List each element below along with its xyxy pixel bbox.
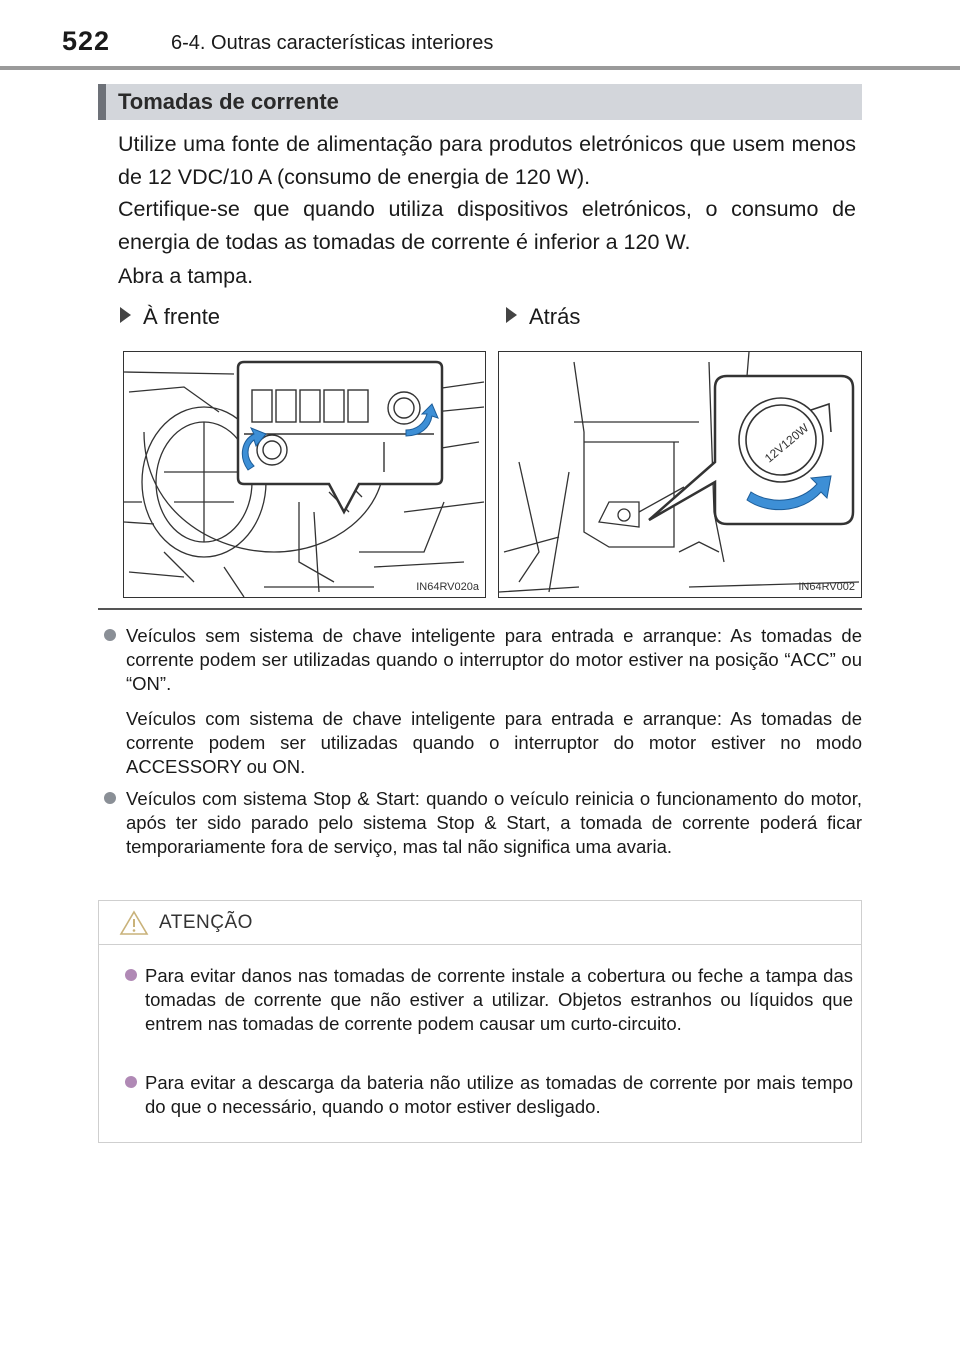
figure-label-front: À frente bbox=[120, 304, 220, 330]
figure-rear bbox=[498, 351, 862, 598]
paragraph-consumption: Certifique-se que quando utiliza dispositivos eletrónicos, o consumo de energia de todas as tomadas de corrente é inferior a 120 W. bbox=[118, 197, 856, 254]
rear-console-illustration bbox=[499, 352, 862, 598]
section-title: Tomadas de corrente bbox=[98, 84, 862, 120]
chapter-title: 6-4. Outras características interiores bbox=[171, 32, 494, 54]
header-divider bbox=[0, 66, 960, 70]
warning-header bbox=[99, 901, 861, 945]
note-item: Veículos com sistema de chave inteligente para entrada e arranque: As tomadas de corrente podem ser utilizadas quando o interruptor do motor estiver no modo ACCESSORY ou ON. bbox=[126, 708, 862, 777]
warning-item: Para evitar danos nas tomadas de corrente instale a cobertura ou feche a tampa das tomadas de corrente que não estiver a utilizar. Objetos estranhos ou líquidos que entrem nas tomadas de corrente podem causar um curto-circuito. bbox=[145, 964, 853, 1036]
paragraph-power-limit: Utilize uma fonte de alimentação para produtos eletrónicos que usem menos de 12 VDC/10 A (consumo de energia de 120 W). bbox=[118, 132, 856, 189]
bullet-icon bbox=[104, 629, 116, 641]
note-item: Veículos sem sistema de chave inteligente para entrada e arranque: As tomadas de corrente podem ser utilizadas quando o interruptor do motor estiver na posição “ACC” ou “ON”. bbox=[126, 624, 862, 696]
figure-front bbox=[123, 351, 486, 598]
triangle-icon bbox=[506, 307, 517, 323]
bullet-icon bbox=[104, 792, 116, 804]
warning-title: ATENÇÃO bbox=[159, 912, 253, 933]
section-divider bbox=[98, 608, 862, 610]
paragraph-open-cover: Abra a tampa. bbox=[118, 264, 254, 288]
note-item: Veículos com sistema Stop & Start: quando o veículo reinicia o funcionamento do motor, após ter sido parado pelo sistema Stop & Start, a tomada de corrente poderá ficar temporariamente fora de serviço, mas tal não significa uma avaria. bbox=[126, 787, 862, 859]
figure-label-rear: Atrás bbox=[506, 304, 580, 330]
triangle-icon bbox=[120, 307, 131, 323]
figure-code-rear: IN64RV002 bbox=[798, 581, 855, 593]
page-number: 522 bbox=[62, 26, 111, 56]
bullet-icon bbox=[125, 969, 137, 981]
warning-item: Para evitar a descarga da bateria não utilize as tomadas de corrente por mais tempo do que o necessário, quando o motor estiver desligado. bbox=[145, 1071, 853, 1119]
warning-triangle-icon bbox=[119, 910, 149, 936]
warning-box bbox=[98, 900, 862, 1143]
figure-code-front: IN64RV020a bbox=[416, 581, 479, 593]
dashboard-illustration bbox=[124, 352, 486, 598]
cap-label: 12V120W bbox=[761, 420, 812, 466]
bullet-icon bbox=[125, 1076, 137, 1088]
